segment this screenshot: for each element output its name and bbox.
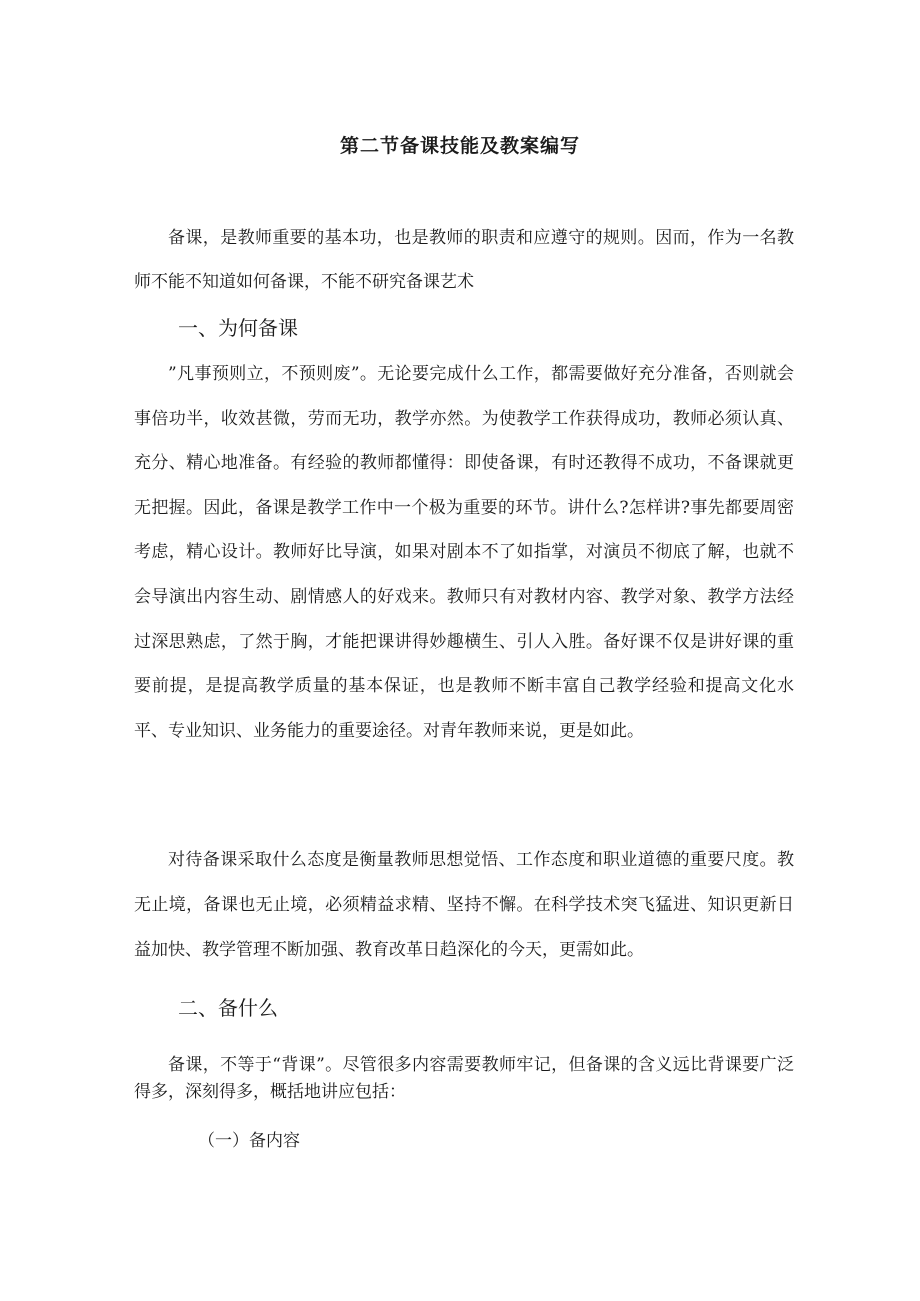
document-title: 第二节备课技能及教案编写 [339,134,580,157]
attitude-paragraph: 对待备课采取什么态度是衡量教师思想觉悟、工作态度和职业道德的重要尺度。教无止境，备课也无止境，必须精益求精、坚持不懈。在科学技术突飞猛进、知识更新日益加快、教学管理不断加强、教育改革日趋深化的今天，更需如此。 [134,850,794,960]
subheading-content: （一）备内容 [198,1131,300,1151]
what-paragraph: 备课，不等于“背课”。尽管很多内容需要教师牢记，但备课的含义远比背课要广泛得多，深刻得多，概括地讲应包括： [134,1055,794,1102]
section-heading-why: 一、为何备课 [178,316,298,340]
why-paragraph: ”凡事预则立，不预则废”。无论要完成什么工作，都需要做好充分准备，否则就会事倍功半，收效甚微，劳而无功，教学亦然。为使教学工作获得成功，教师必须认真、充分、精心地准备。有经验的教师都懂得：即使备课，有时还教得不成功，不备课就更无把握。因此，备课是教学工作中一个极为重要的环节。讲什么?怎样讲?事先都要周密考虑，精心设计。教师好比导演，如果对剧本不了如指掌，对演员不彻底了解，也就不会导演出内容生动、剧情感人的好戏来。教师只有对教材内容、教学对象、教学方法经过深思熟虑，了然于胸，才能把课讲得妙趣横生、引人入胜。备好课不仅是讲好课的重要前提，是提高教学质量的基本保证，也是教师不断丰富自己教学经验和提高文化水平、专业知识、业务能力的重要途径。对青年教师来说，更是如此。 [134,364,794,741]
intro-paragraph: 备课，是教师重要的基本功，也是教师的职责和应遵守的规则。因而，作为一名教师不能不知道如何备课，不能不研究备课艺术 [134,228,794,292]
section-heading-what: 二、备什么 [178,996,278,1020]
